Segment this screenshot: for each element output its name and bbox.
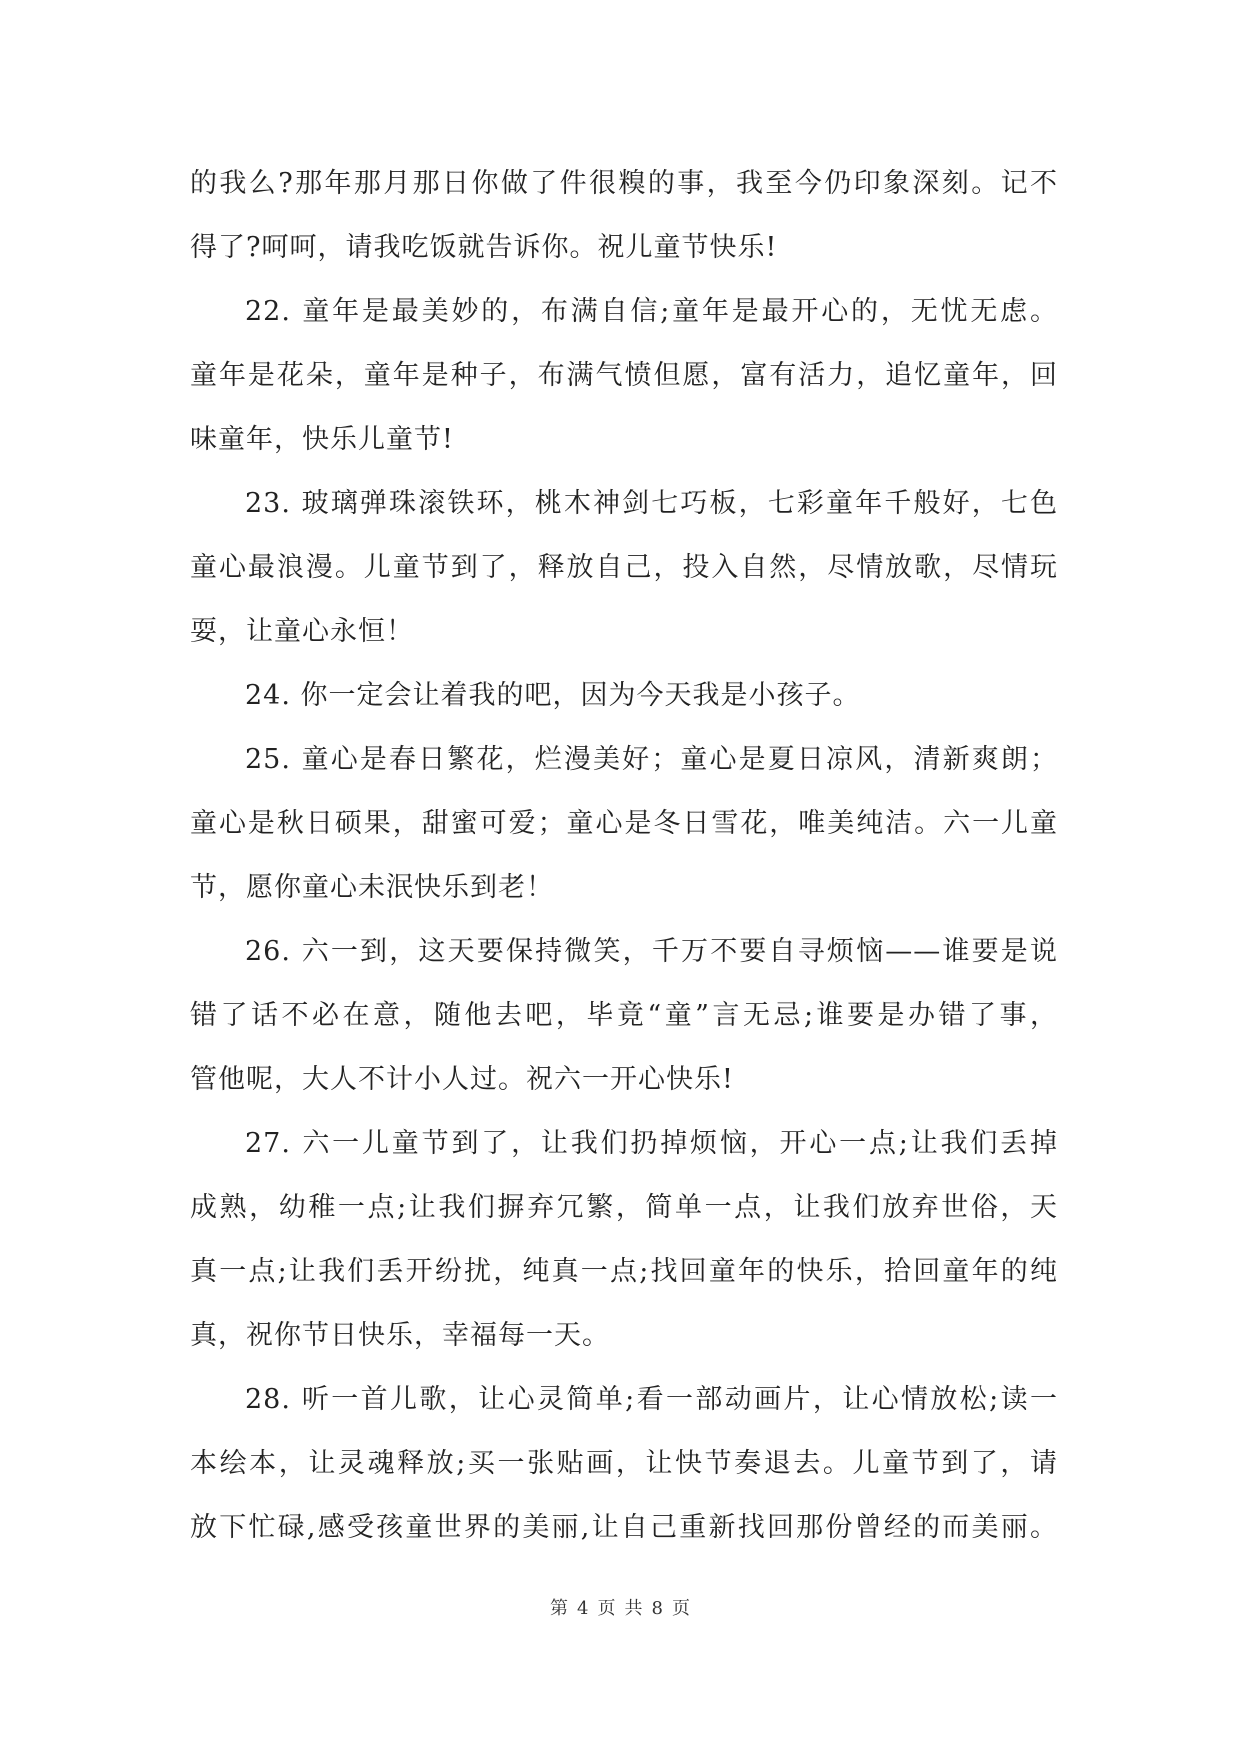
footer-current-page: 4 xyxy=(577,1598,590,1619)
text-line: 25. 童心是春日繁花，烂漫美好；童心是夏日凉风，清新爽朗； xyxy=(245,744,1058,775)
text-line: 28. 听一首儿歌，让心灵简单;看一部动画片，让心情放松;读一 xyxy=(245,1384,1058,1415)
page-footer xyxy=(0,1594,1241,1620)
text-line: 童心最浪漫。儿童节到了，释放自己，投入自然，尽情放歌，尽情玩 xyxy=(190,552,1058,583)
footer-page-word-2: 页 xyxy=(671,1598,691,1619)
text-line: 真一点;让我们丢开纷扰，纯真一点;找回童年的快乐，拾回童年的纯 xyxy=(190,1256,1058,1287)
text-line: 成熟，幼稚一点;让我们摒弃冗繁，简单一点，让我们放弃世俗，天 xyxy=(190,1192,1058,1223)
text-line: 管他呢，大人不计小人过。祝六一开心快乐! xyxy=(190,1064,734,1095)
text-line: 23. 玻璃弹珠滚铁环，桃木神剑七巧板，七彩童年千般好，七色 xyxy=(245,488,1058,519)
text-line: 味童年，快乐儿童节! xyxy=(190,424,454,455)
text-line: 24. 你一定会让着我的吧，因为今天我是小孩子。 xyxy=(245,680,861,711)
text-line: 本绘本，让灵魂释放;买一张贴画，让快节奏退去。儿童节到了，请 xyxy=(190,1448,1058,1479)
footer-total-word: 共 xyxy=(624,1598,644,1619)
text-line: 童年是花朵，童年是种子，布满气愤但愿，富有活力，追忆童年，回 xyxy=(190,360,1058,391)
text-line: 得了?呵呵，请我吃饭就告诉你。祝儿童节快乐! xyxy=(190,232,778,263)
text-line: 耍，让童心永恒！ xyxy=(190,616,414,647)
footer-total-pages: 8 xyxy=(651,1598,664,1619)
document-body xyxy=(190,152,1058,1560)
text-line: 26. 六一到，这天要保持微笑，千万不要自寻烦恼——谁要是说 xyxy=(245,936,1058,967)
text-line: 的我么?那年那月那日你做了件很糗的事，我至今仍印象深刻。记不 xyxy=(190,168,1058,199)
footer-prefix: 第 xyxy=(550,1598,570,1619)
text-line: 真，祝你节日快乐，幸福每一天。 xyxy=(190,1320,610,1351)
text-line: 27. 六一儿童节到了，让我们扔掉烦恼，开心一点;让我们丢掉 xyxy=(245,1128,1058,1159)
text-line: 放下忙碌,感受孩童世界的美丽,让自己重新找回那份曾经的而美丽。 xyxy=(190,1512,1058,1543)
text-line: 错了话不必在意，随他去吧，毕竟“童”言无忌;谁要是办错了事， xyxy=(190,1000,1058,1031)
text-line: 童心是秋日硕果，甜蜜可爱；童心是冬日雪花，唯美纯洁。六一儿童 xyxy=(190,808,1058,839)
text-line: 节，愿你童心未泯快乐到老！ xyxy=(190,872,554,903)
text-line: 22. 童年是最美妙的，布满自信;童年是最开心的，无忧无虑。 xyxy=(245,296,1058,327)
footer-page-word: 页 xyxy=(597,1598,617,1619)
